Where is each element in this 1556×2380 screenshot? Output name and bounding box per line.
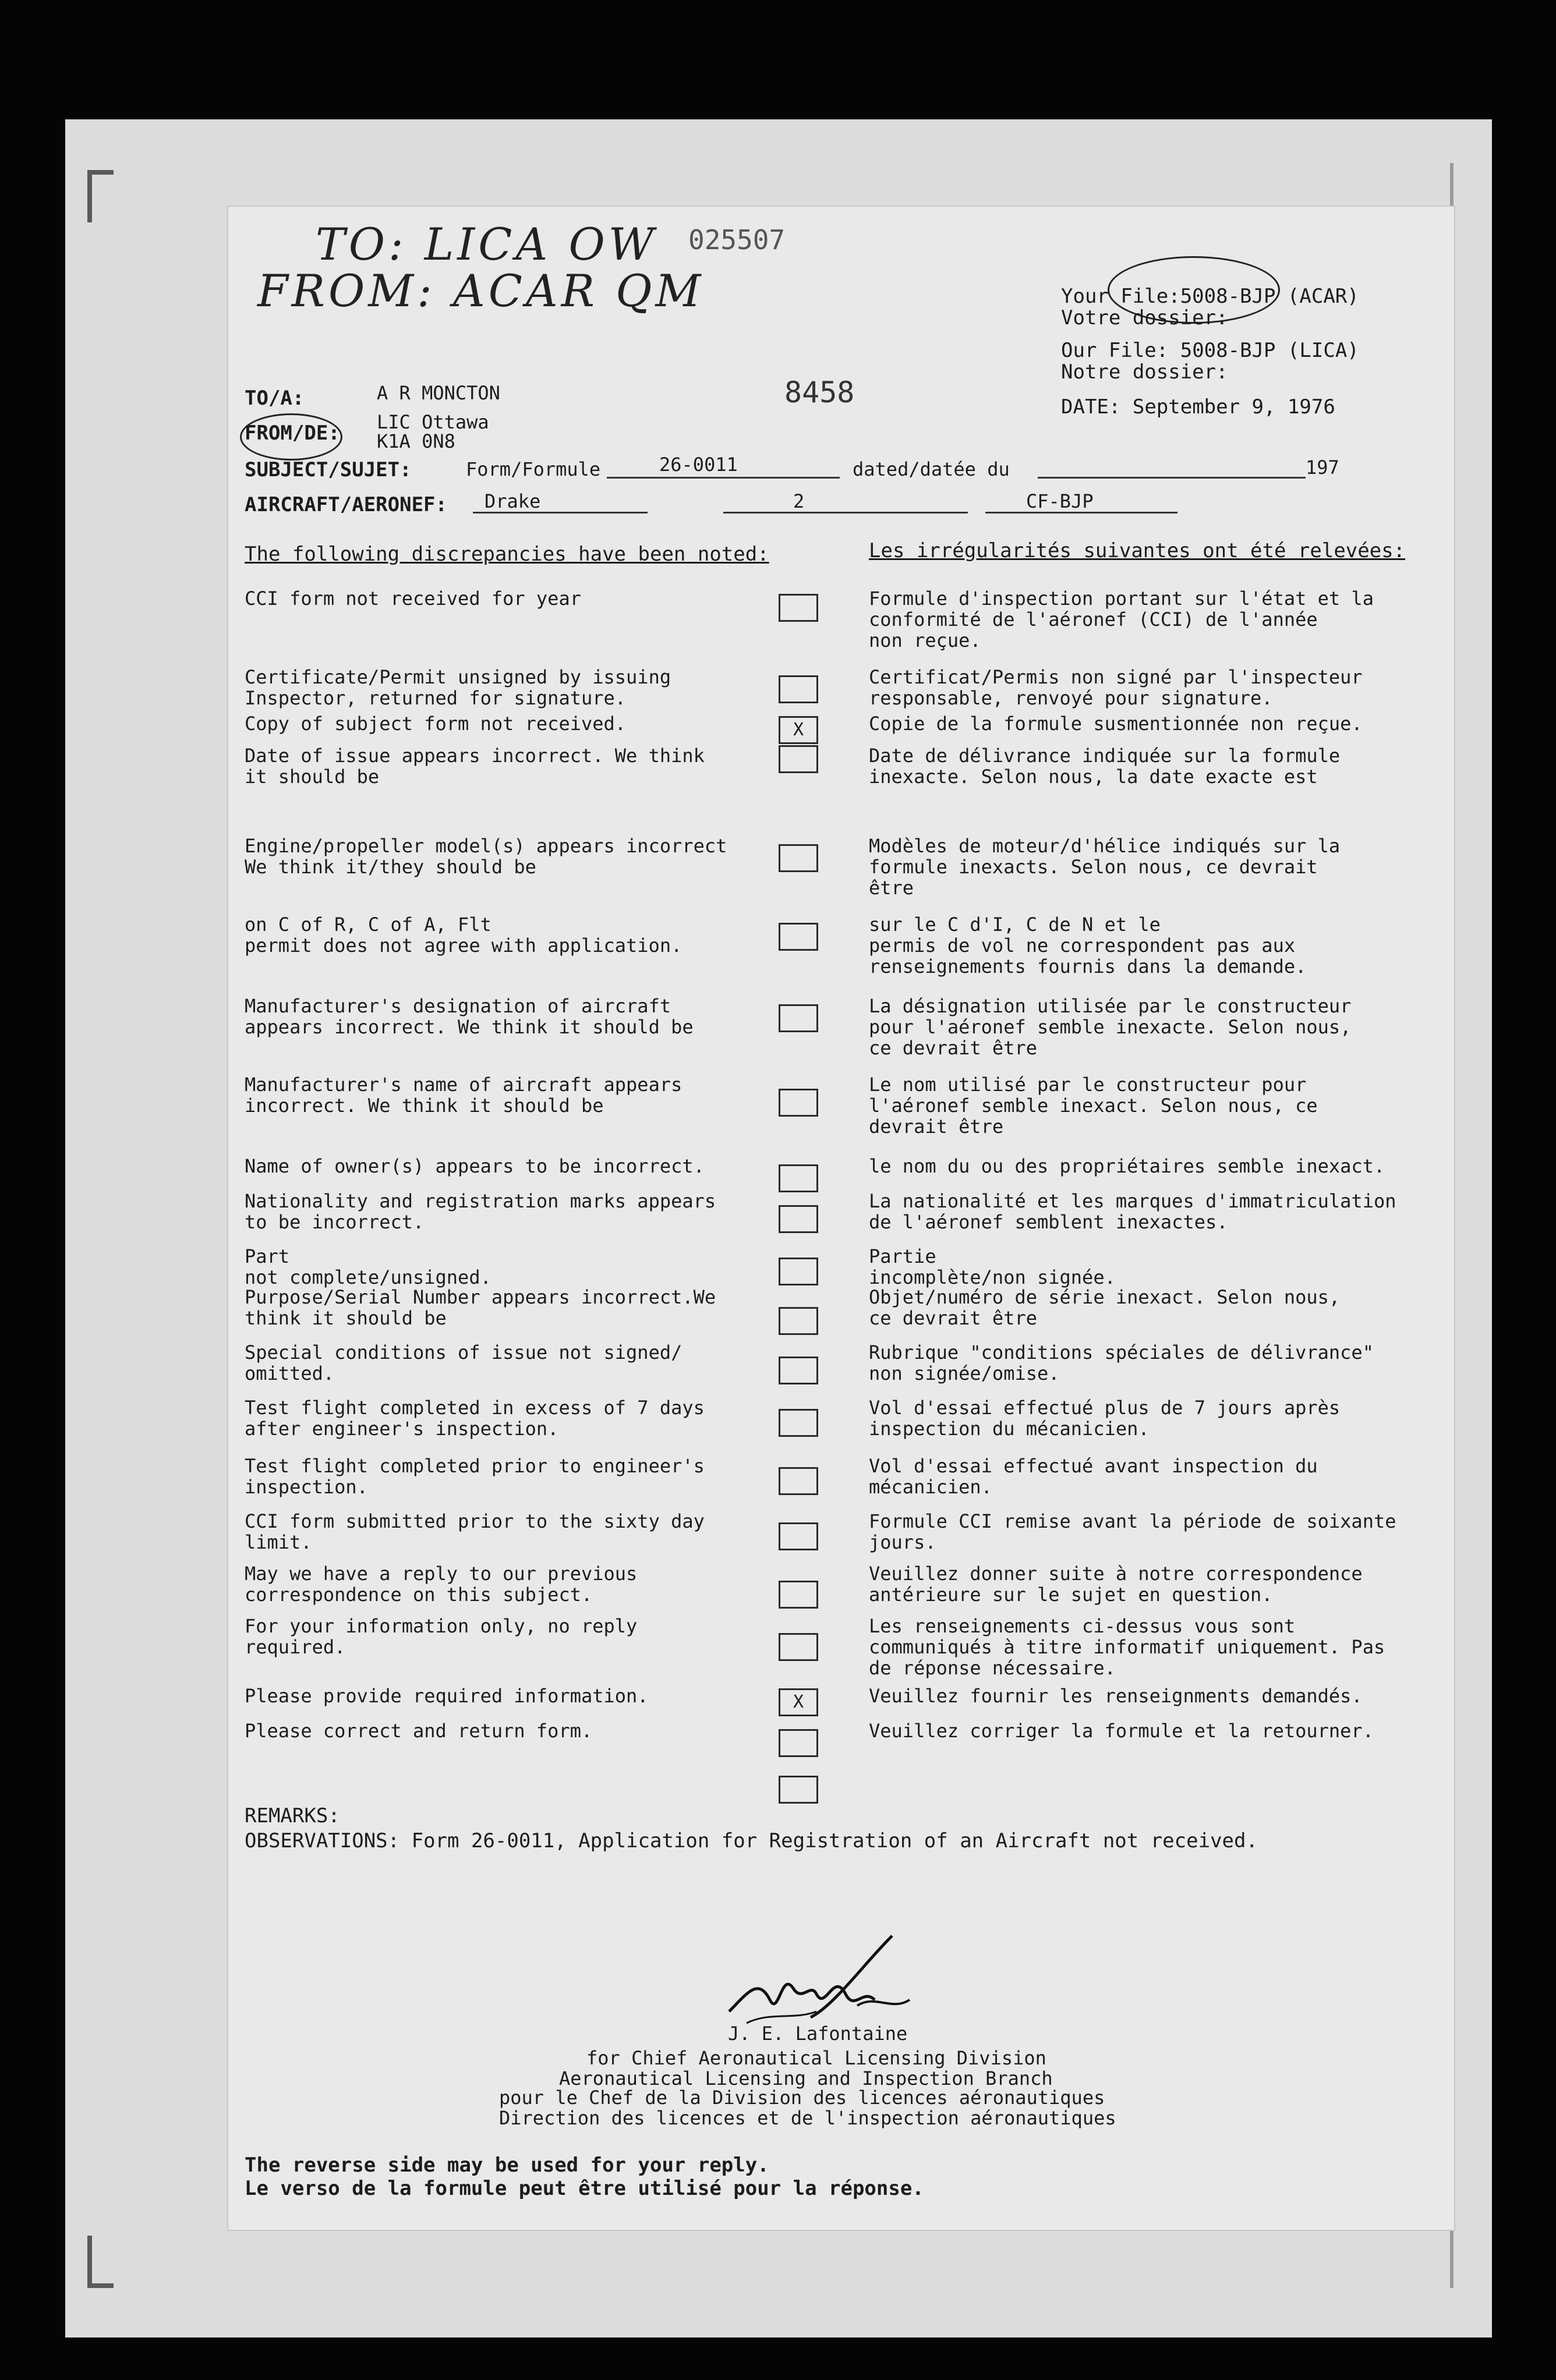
item-text-en	[245, 835, 727, 877]
from-value-1: LIC Ottawa	[377, 411, 489, 433]
item-text-en-line-2: after engineer's inspection.	[245, 1418, 559, 1440]
item-checkbox[interactable]	[779, 594, 818, 622]
item-text-fr	[869, 914, 1306, 977]
item-checkbox[interactable]	[779, 1467, 818, 1495]
item-text-fr-line-2: incomplète/non signée.	[869, 1266, 1116, 1288]
item-text-en-line-2: omitted.	[245, 1362, 335, 1384]
item-checkbox[interactable]	[779, 675, 818, 703]
item-text-en	[245, 1685, 649, 1706]
stamp-number: 025507	[688, 224, 786, 256]
item-text-fr-line-1: Veuillez corriger la formule et la retourner.	[869, 1720, 1374, 1742]
item-text-en	[245, 1246, 491, 1288]
handwritten-to: TO: LICA OW	[316, 218, 657, 270]
item-text-fr-line-2: non signée/omise.	[869, 1362, 1060, 1384]
item-text-en	[245, 588, 581, 609]
item-checkbox[interactable]	[779, 1205, 818, 1233]
item-text-fr-line-1: Veuillez fournir les renseignments demandés.	[869, 1685, 1363, 1707]
item-text-en-line-2: incorrect. We think it should be	[245, 1095, 604, 1117]
item-text-en	[245, 1191, 716, 1232]
signatory-name: J. E. Lafontaine	[728, 2023, 908, 2045]
item-text-en-line-2: correspondence on this subject.	[245, 1584, 593, 1606]
item-text-en-line-1: CCI form not received for year	[245, 587, 581, 610]
item-text-en-line-1: Name of owner(s) appears to be incorrect.	[245, 1155, 705, 1177]
item-text-en-line-1: Nationality and registration marks appears	[245, 1190, 716, 1212]
item-text-fr-line-2: inexacte. Selon nous, la date exacte est	[869, 766, 1318, 788]
item-text-fr	[869, 1455, 1318, 1497]
item-checkbox[interactable]: X	[779, 716, 818, 744]
crop-mark-top-left-v	[87, 170, 92, 222]
aircraft-label: AIRCRAFT/AERONEF:	[245, 493, 447, 516]
item-text-en	[245, 914, 682, 956]
item-checkbox[interactable]	[779, 1581, 818, 1609]
item-text-fr	[869, 1074, 1318, 1137]
aircraft-reg: CF-BJP	[1026, 490, 1094, 512]
item-text-en-line-2: We think it/they should be	[245, 856, 536, 878]
item-text-fr-line-1: Partie	[869, 1245, 936, 1267]
our-file-label: Our File:	[1061, 339, 1169, 362]
your-file-value: 5008-BJP (ACAR)	[1180, 285, 1359, 308]
item-checkbox[interactable]	[779, 844, 818, 872]
crop-mark-bottom-left-h	[87, 2283, 114, 2288]
crop-mark-bottom-left-v	[87, 2236, 92, 2288]
to-value: A R MONCTON	[377, 382, 500, 404]
item-text-fr-line-3: non reçue.	[869, 629, 981, 651]
item-text-en-line-2: Inspector, returned for signature.	[245, 687, 627, 709]
item-text-fr-line-1: Copie de la formule susmentionnée non reçue.	[869, 713, 1363, 735]
item-text-fr-line-1: Formule CCI remise avant la période de soixante	[869, 1510, 1396, 1532]
item-checkbox[interactable]	[779, 1729, 818, 1757]
item-checkbox[interactable]	[779, 1409, 818, 1437]
item-text-fr	[869, 1511, 1396, 1553]
item-text-en-line-1: CCI form submitted prior to the sixty day	[245, 1510, 705, 1532]
item-text-en-line-1: on C of R, C of A, Flt	[245, 913, 491, 936]
observations-label: OBSERVATIONS:	[245, 1829, 400, 1853]
remarks-text: Form 26-0011, Application for Registration of an Aircraft not received.	[411, 1829, 1258, 1853]
item-text-fr	[869, 996, 1351, 1058]
item-text-fr	[869, 835, 1340, 898]
dated-line	[1038, 477, 1306, 479]
date-label: DATE:	[1061, 395, 1121, 419]
item-text-en-line-2: think it should be	[245, 1307, 447, 1329]
item-text-en	[245, 745, 705, 787]
item-text-fr	[869, 713, 1363, 734]
item-text-fr-line-3: devrait être	[869, 1115, 1004, 1138]
item-text-fr	[869, 1397, 1340, 1439]
item-text-fr-line-1: Objet/numéro de série inexact. Selon nous,	[869, 1286, 1341, 1308]
item-text-en	[245, 996, 694, 1037]
item-text-en	[245, 1156, 705, 1177]
item-checkbox[interactable]: X	[779, 1688, 818, 1716]
form-number-line	[607, 477, 840, 479]
aircraft-make: Drake	[485, 490, 541, 512]
item-text-fr-line-1: Veuillez donner suite à notre correspondence	[869, 1563, 1363, 1585]
item-text-en-line-1: For your information only, no reply	[245, 1615, 638, 1637]
item-text-en-line-1: Engine/propeller model(s) appears incorrect	[245, 835, 727, 857]
item-checkbox[interactable]	[779, 923, 818, 951]
item-text-en	[245, 1342, 682, 1384]
item-text-fr-line-2: mécanicien.	[869, 1476, 992, 1498]
date-value: September 9, 1976	[1132, 395, 1335, 419]
date-line	[1061, 396, 1335, 418]
aircraft-model: 2	[793, 490, 805, 512]
item-text-fr-line-2: formule inexacts. Selon nous, ce devrait	[869, 856, 1318, 878]
item-text-fr-line-1: Le nom utilisé par le constructeur pour	[869, 1074, 1307, 1096]
item-text-en-line-1: Test flight completed in excess of 7 days	[245, 1397, 705, 1419]
heading-fr: Les irrégularités suivantes ont été relevées:	[869, 539, 1406, 562]
item-text-en	[245, 1616, 637, 1658]
item-text-fr-line-2: conformité de l'aéronef (CCI) de l'année	[869, 608, 1318, 631]
your-file	[1061, 285, 1359, 307]
item-checkbox[interactable]	[779, 1357, 818, 1384]
item-text-fr-line-1: Date de délivrance indiquée sur la formule	[869, 745, 1341, 767]
item-text-en-line-1: Purpose/Serial Number appears incorrect.We	[245, 1286, 716, 1308]
form-number-value: 26-0011	[659, 454, 738, 476]
item-text-fr	[869, 1685, 1363, 1706]
subject-label: SUBJECT/SUJET:	[245, 458, 412, 481]
item-text-en	[245, 713, 626, 734]
item-text-fr-line-2: jours.	[869, 1531, 936, 1553]
signatory-line-2: Aeronautical Licensing and Inspection Branch	[559, 2067, 1053, 2089]
item-text-fr-line-2: inspection du mécanicien.	[869, 1418, 1150, 1440]
heading-en: The following discrepancies have been noted:	[245, 543, 769, 566]
item-checkbox[interactable]	[779, 1307, 818, 1335]
footer-fr: Le verso de la formule peut être utilisé pour la réponse.	[245, 2177, 924, 2200]
item-checkbox[interactable]	[779, 1004, 818, 1032]
item-text-en-line-1: Special conditions of issue not signed/	[245, 1341, 682, 1363]
item-text-en-line-1: May we have a reply to our previous	[245, 1563, 638, 1585]
item-text-fr	[869, 1191, 1396, 1232]
from-value-2: K1A 0N8	[377, 430, 455, 452]
item-checkbox[interactable]	[779, 745, 818, 773]
year-value: 197	[1306, 456, 1339, 479]
item-text-en-line-2: limit.	[245, 1531, 312, 1553]
blank-checkbox[interactable]	[779, 1776, 818, 1804]
item-text-fr-line-1: Modèles de moteur/d'hélice indiqués sur la	[869, 835, 1341, 857]
observations-line	[245, 1830, 1258, 1852]
item-text-en-line-2: permit does not agree with application.	[245, 934, 682, 957]
item-text-fr-line-2: antérieure sur le sujet en question.	[869, 1584, 1273, 1606]
item-text-fr	[869, 588, 1374, 651]
footer-en: The reverse side may be used for your reply.	[245, 2154, 769, 2177]
item-text-fr	[869, 745, 1340, 787]
item-text-fr-line-3: de réponse nécessaire.	[869, 1657, 1116, 1679]
item-text-fr-line-1: Vol d'essai effectué avant inspection du	[869, 1455, 1318, 1477]
item-text-en	[245, 1455, 705, 1497]
item-text-en-line-1: Manufacturer's designation of aircraft	[245, 995, 671, 1017]
item-text-en	[245, 1720, 592, 1741]
item-text-en-line-2: to be incorrect.	[245, 1211, 425, 1233]
item-text-fr-line-1: La nationalité et les marques d'immatriculation	[869, 1190, 1396, 1212]
your-file-label: Your File:	[1061, 285, 1180, 308]
our-file	[1061, 339, 1359, 362]
item-text-en	[245, 1563, 637, 1605]
item-text-fr-line-2: pour l'aéronef semble inexacte. Selon nous,	[869, 1016, 1352, 1038]
signatory-line-3: pour le Chef de la Division des licences aéronautiques	[499, 2087, 1105, 2109]
from-label: FROM/DE:	[245, 422, 340, 445]
dated-label: dated/datée du	[853, 458, 1010, 480]
item-text-en-line-1: Certificate/Permit unsigned by issuing	[245, 666, 671, 688]
item-text-fr-line-3: renseignements fournis dans la demande.	[869, 955, 1307, 978]
item-text-en-line-2: appears incorrect. We think it should be	[245, 1016, 694, 1038]
item-text-fr-line-1: Certificat/Permis non signé par l'inspecteur	[869, 666, 1363, 688]
item-text-en-line-1: Please provide required information.	[245, 1685, 649, 1707]
item-text-fr-line-2: ce devrait être	[869, 1307, 1037, 1329]
signatory-line-1: for Chief Aeronautical Licensing Division	[586, 2047, 1046, 2069]
item-text-en-line-1: Copy of subject form not received.	[245, 713, 627, 735]
item-text-en-line-2: required.	[245, 1636, 346, 1658]
item-text-fr-line-1: sur le C d'I, C de N et le	[869, 913, 1161, 936]
form-label: Form/Formule	[466, 458, 601, 480]
item-text-fr-line-1: La désignation utilisée par le constructeur	[869, 995, 1352, 1017]
item-text-en	[245, 1511, 705, 1553]
serial-number: 8458	[784, 376, 855, 409]
item-text-en-line-1: Test flight completed prior to engineer's	[245, 1455, 705, 1477]
item-text-fr	[869, 1246, 1116, 1288]
item-text-fr-line-1: Les renseignements ci-dessus vous sont	[869, 1615, 1296, 1637]
item-checkbox[interactable]	[779, 1089, 818, 1117]
item-text-fr	[869, 1720, 1374, 1741]
item-text-en-line-1: Manufacturer's name of aircraft appears	[245, 1074, 682, 1096]
item-text-fr-line-3: ce devrait être	[869, 1037, 1037, 1059]
item-checkbox[interactable]	[779, 1522, 818, 1550]
item-text-en	[245, 667, 671, 709]
item-text-fr	[869, 1287, 1340, 1329]
item-text-fr-line-1: Vol d'essai effectué plus de 7 jours après	[869, 1397, 1341, 1419]
item-text-en-line-2: not complete/unsigned.	[245, 1266, 491, 1288]
item-text-fr	[869, 1156, 1385, 1177]
signatory-line-4: Direction des licences et de l'inspection aéronautiques	[499, 2107, 1116, 2129]
item-text-en	[245, 1074, 682, 1116]
item-text-en-line-1: Please correct and return form.	[245, 1720, 593, 1742]
item-text-fr	[869, 667, 1363, 709]
item-text-fr	[869, 1563, 1363, 1605]
item-text-fr-line-2: de l'aéronef semblent inexactes.	[869, 1211, 1228, 1233]
item-text-fr	[869, 1616, 1385, 1678]
votre-dossier-label: Votre dossier:	[1061, 306, 1228, 330]
item-checkbox[interactable]	[779, 1258, 818, 1285]
item-text-en-line-2: inspection.	[245, 1476, 368, 1498]
item-text-fr-line-1: Rubrique "conditions spéciales de délivrance"	[869, 1341, 1374, 1363]
item-text-en-line-1: Date of issue appears incorrect. We think	[245, 745, 705, 767]
discrepancy-form	[228, 207, 1454, 2230]
item-text-fr-line-1: le nom du ou des propriétaires semble inexact.	[869, 1155, 1385, 1177]
our-file-value: 5008-BJP (LICA)	[1180, 339, 1359, 362]
handwritten-from: FROM: ACAR QM	[257, 265, 705, 317]
item-text-fr-line-2: responsable, renvoyé pour signature.	[869, 687, 1273, 709]
item-text-en	[245, 1287, 716, 1329]
item-text-fr-line-1: Formule d'inspection portant sur l'état et la	[869, 587, 1374, 610]
item-checkbox[interactable]	[779, 1633, 818, 1661]
item-text-en	[245, 1397, 705, 1439]
aircraft-model-line	[723, 512, 968, 513]
item-text-fr-line-2: l'aéronef semble inexact. Selon nous, ce	[869, 1095, 1318, 1117]
item-text-fr-line-2: communiqués à titre informatif uniquement. Pas	[869, 1636, 1385, 1658]
item-text-en-line-2: it should be	[245, 766, 380, 788]
notre-dossier-label: Notre dossier:	[1061, 360, 1228, 384]
item-text-fr-line-2: permis de vol ne correspondent pas aux	[869, 934, 1296, 957]
crop-mark-top-left-h	[87, 170, 114, 175]
item-checkbox[interactable]	[779, 1164, 818, 1192]
item-text-fr	[869, 1342, 1374, 1384]
item-text-fr-line-3: être	[869, 877, 914, 899]
item-text-en-line-1: Part	[245, 1245, 290, 1267]
remarks-label: REMARKS:	[245, 1804, 340, 1828]
to-label: TO/A:	[245, 387, 305, 410]
